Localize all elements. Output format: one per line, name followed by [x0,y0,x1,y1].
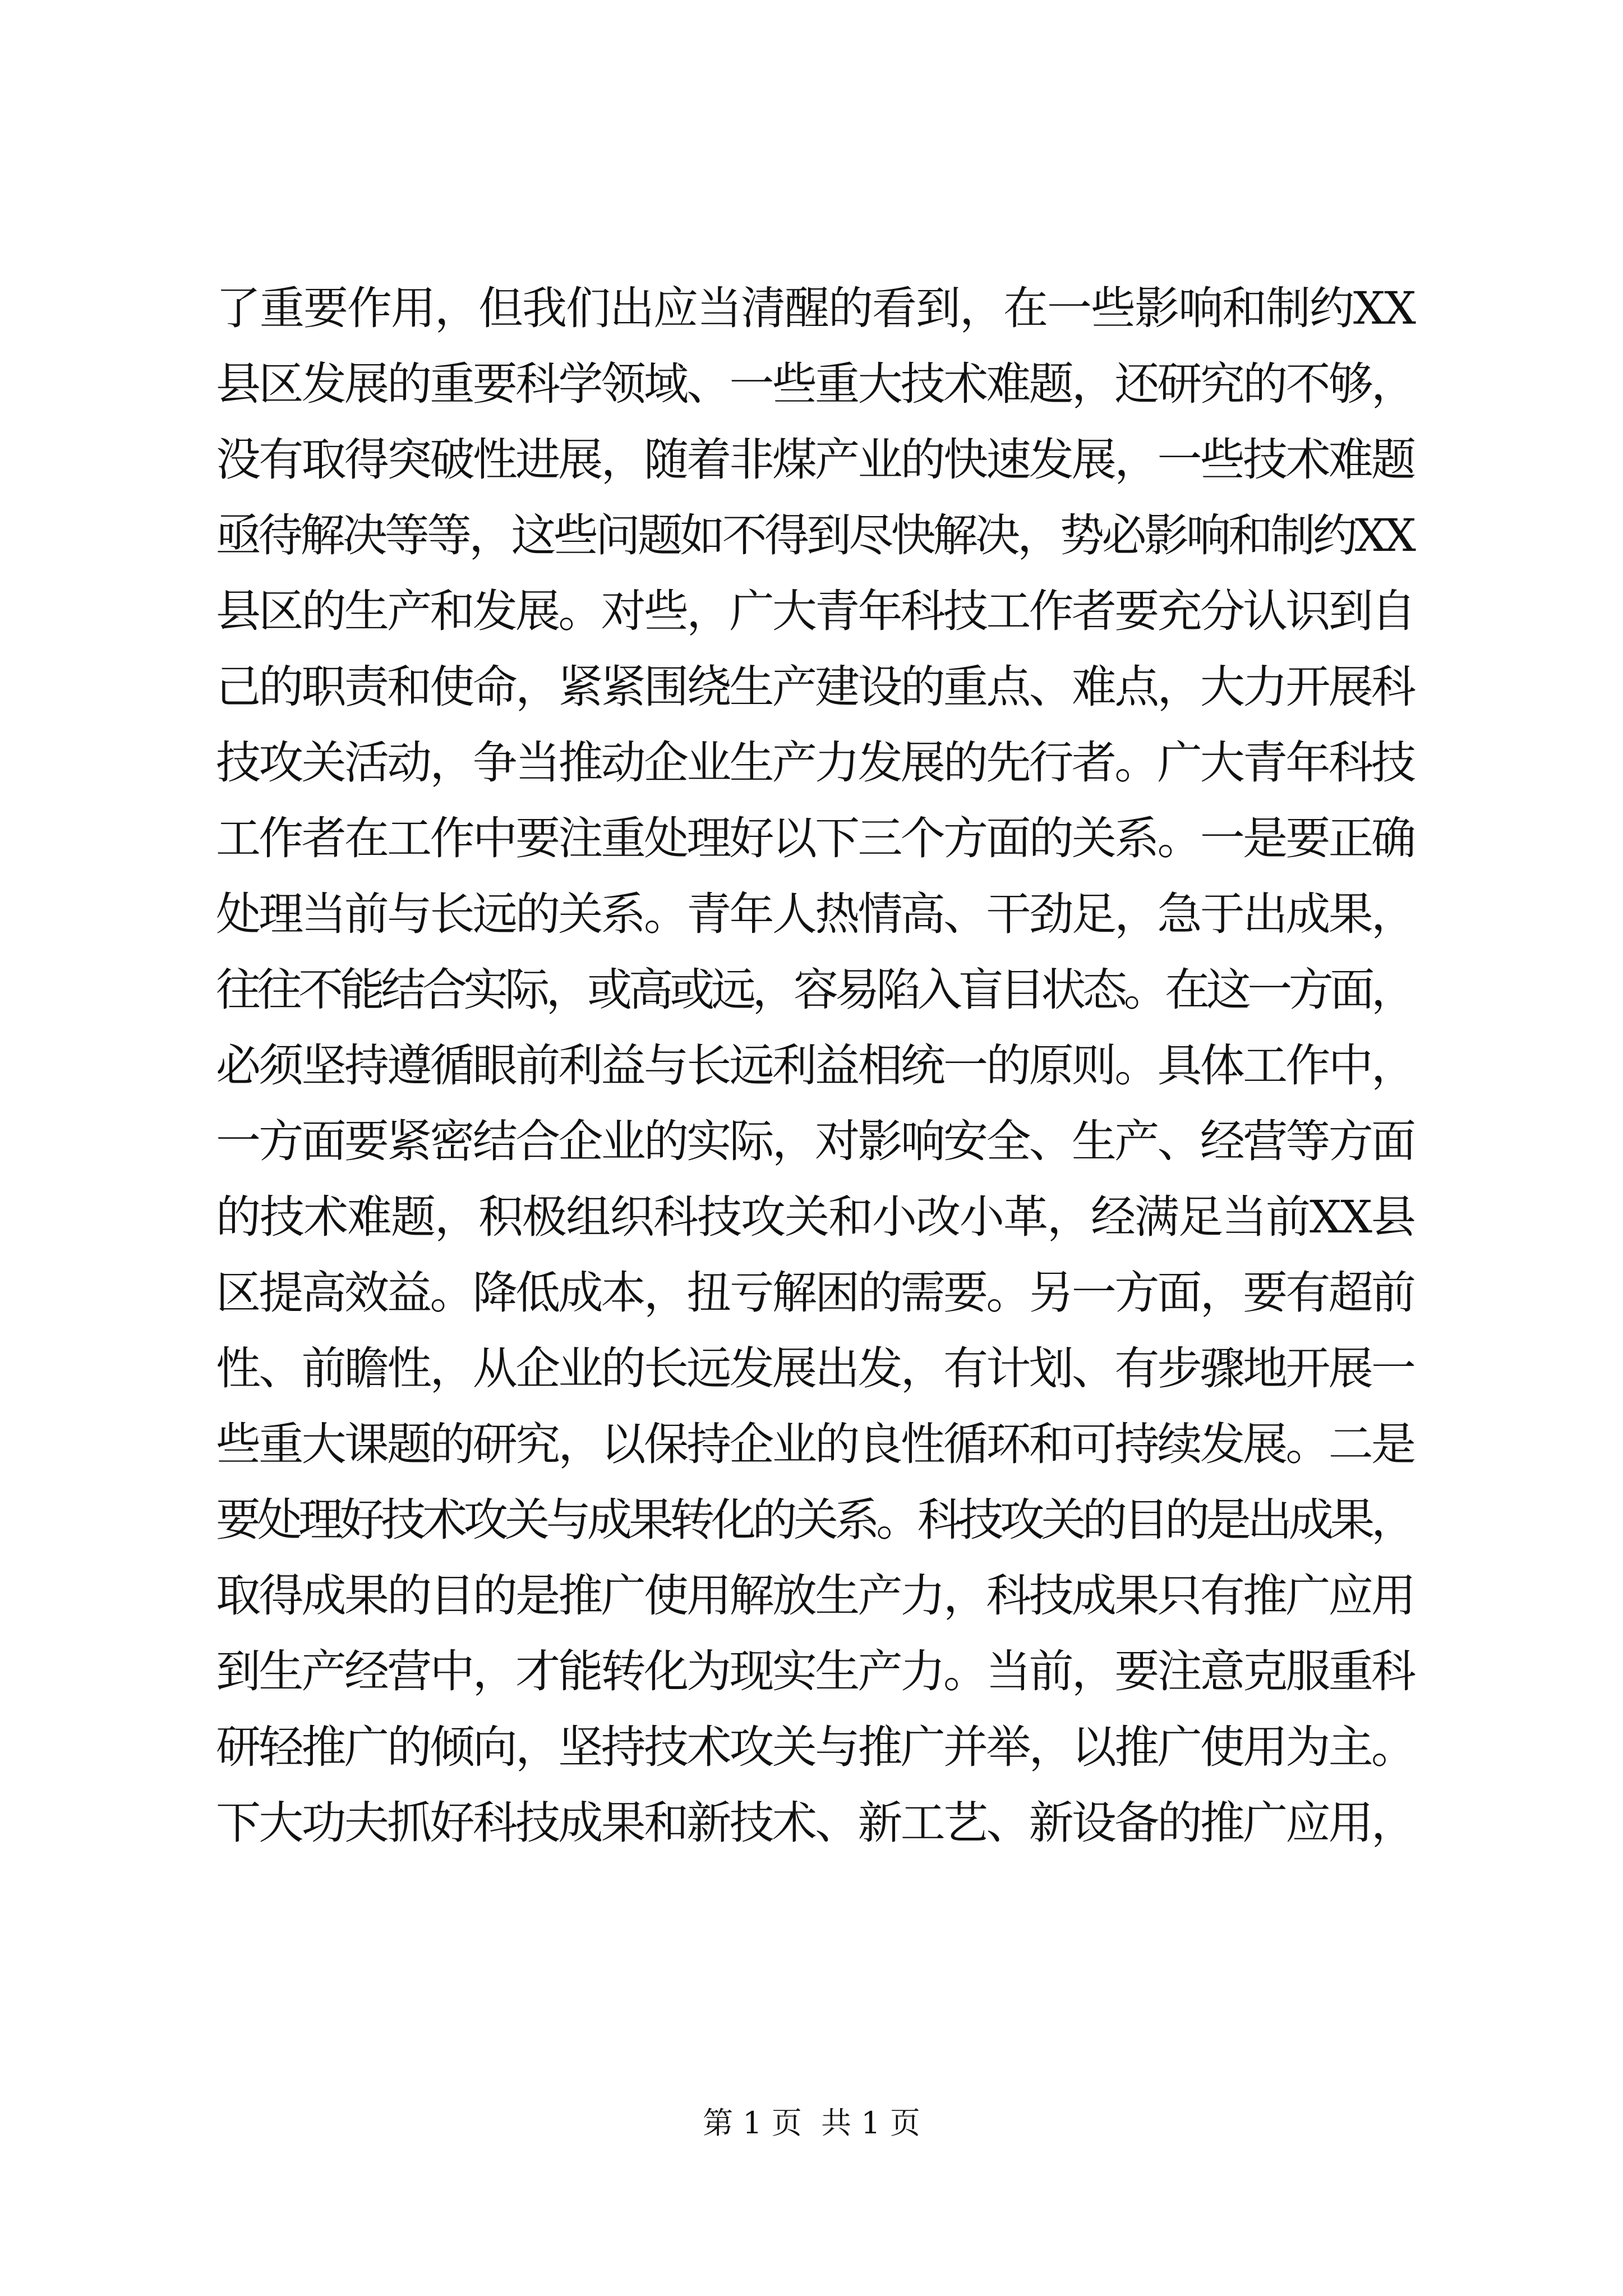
text-line: 处理当前与长远的关系。青年人热情高、干劲足，急于出成果， [216,888,1414,940]
page-footer: 第 1 页 共 1 页 [703,2105,920,2141]
text-line: 亟待解决等等，这些问题如不得到尽快解决，势必影响和制约XX [216,509,1414,562]
text-line: 没有取得突破性进展，随着非煤产业的快速发展，一些技术难题 [216,434,1414,486]
text-line: 技攻关活动，争当推动企业生产力发展的先行者。广大青年科技 [216,737,1414,789]
text-line: 县区的生产和发展。对些，广大青年科技工作者要充分认识到自 [216,585,1414,637]
text-line: 的技术难题，积极组织科技攻关和小改小革，经满足当前XX县 [216,1191,1415,1243]
text-line: 下大功夫抓好科技成果和新技术、新工艺、新设备的推广应用， [216,1797,1414,1849]
text-line: 县区发展的重要科学领域、一些重大技术难题，还研究的不够， [216,358,1414,410]
text-line: 研轻推广的倾向，坚持技术攻关与推广并举，以推广使用为主。 [216,1721,1414,1773]
text-line: 要处理好技术攻关与成果转化的关系。科技攻关的目的是出成果， [216,1494,1413,1546]
body-text [216,270,1416,1861]
text-line: 一方面要紧密结合企业的实际，对影响安全、生产、经营等方面 [216,1115,1414,1167]
text-line: 些重大课题的研究，以保持企业的良性循环和可持续发展。二是 [216,1418,1414,1470]
text-line: 性、前瞻性，从企业的长远发展出发，有计划、有步骤地开展一 [216,1342,1414,1395]
text-line: 己的职责和使命，紧紧围绕生产建设的重点、难点，大力开展科 [216,661,1414,713]
text-line: 到生产经营中，才能转化为现实生产力。当前，要注意克服重科 [216,1645,1414,1697]
text-line: 往往不能结合实际，或高或远，容易陷入盲目状态。在这一方面， [216,964,1413,1016]
text-line: 了重要作用，但我们出应当清醒的看到，在一些影响和制约XX [216,282,1415,334]
text-line: 取得成果的目的是推广使用解放生产力，科技成果只有推广应用 [216,1570,1414,1622]
text-line: 工作者在工作中要注重处理好以下三个方面的关系。一是要正确 [216,812,1414,864]
text-line: 区提高效益。降低成本，扭亏解困的需要。另一方面，要有超前 [216,1267,1414,1319]
text-line: 必须坚持遵循眼前利益与长远利益相统一的原则。具体工作中， [216,1039,1414,1092]
